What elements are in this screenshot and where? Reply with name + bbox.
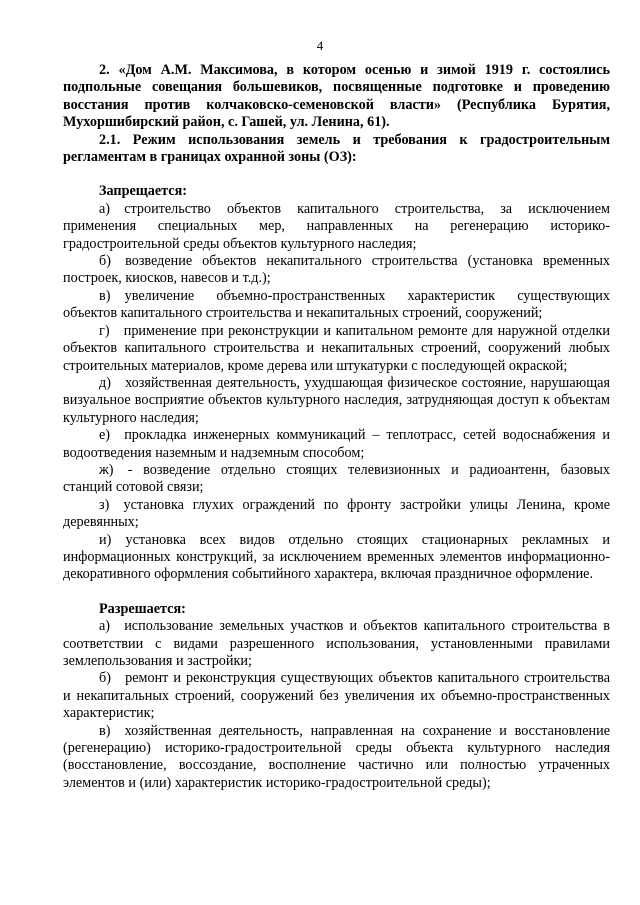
allowed-item-v: в) хозяйственная деятельность, направленная на сохранение и восстановление (регенерацию) историко-градостроительной среды объекта культурного наследия (восстановление, воссоздание, восполнение частично или полностью утраченных элементов и (или) характеристик историко-градостроительной среды); <box>63 722 610 791</box>
prohibited-list <box>63 201 610 584</box>
object-title: 2. «Дом А.М. Максимова, в котором осенью и зимой 1919 г. состоялись подпольные совещания большевиков, посвященные подготовке и проведению восстания против колчаковско-семеновской власти» (Республика Бурятия, Мухоршибирский район, с. Гашей, ул. Ленина, 61). <box>63 62 610 131</box>
prohibited-item-i: и) установка всех видов отдельно стоящих стационарных рекламных и информационных конструкций, за исключением временных элементов информационно-декоративного оформления событийного характера, включая праздничное оформление. <box>63 531 610 583</box>
allowed-item-a: а) использование земельных участков и объектов капитального строительства в соответствии с видами разрешенного использования, установленными правилами землепользования и застройки; <box>63 618 610 669</box>
allowed-heading: Разрешается: <box>99 600 186 617</box>
prohibited-heading: Запрещается: <box>99 183 187 200</box>
section-title: 2.1. Режим использования земель и требования к градостроительным регламентам в границах охранной зоны (ОЗ): <box>63 131 610 166</box>
prohibited-item-e: е) прокладка инженерных коммуникаций – теплотрасс, сетей водоснабжения и водоотведения наземным и надземным способом; <box>63 427 610 461</box>
prohibited-item-d: д) хозяйственная деятельность, ухудшающая физическое состояние, нарушающая визуальное восприятие объектов культурного наследия, затрудняющая доступ к объектам культурного наследия; <box>63 374 610 426</box>
document-body <box>63 62 610 792</box>
allowed-item-b: б) ремонт и реконструкция существующих объектов капитального строительства и некапитальных строений, сооружений без увеличения их объемно-пространственных характеристик; <box>63 670 610 722</box>
prohibited-item-v: в) увеличение объемно-пространственных характеристик существующих объектов капитального строительства и некапитальных строений, сооружений; <box>63 287 610 322</box>
page-number: 4 <box>316 38 324 53</box>
prohibited-item-z: з) установка глухих ограждений по фронту застройки улицы Ленина, кроме деревянных; <box>63 496 610 531</box>
allowed-list <box>63 618 610 792</box>
prohibited-item-a: а) строительство объектов капитального строительства, за исключением применения специальных мер, направленных на регенерацию историко-градостроительной среды объектов культурного наследия; <box>63 200 610 252</box>
prohibited-item-g: г) применение при реконструкции и капитальном ремонте для наружной отделки объектов капитального строительства и некапитальных строений, сооружений любых строительных материалов, кроме дерева или штукатурки с последующей окраской; <box>63 322 610 374</box>
prohibited-item-zh: ж) - возведение отдельно стоящих телевизионных и радиоантенн, базовых станций сотовой связи; <box>63 461 610 496</box>
prohibited-item-b: б) возведение объектов некапитального строительства (установка временных построек, киосков, навесов и т.д.); <box>63 253 610 287</box>
